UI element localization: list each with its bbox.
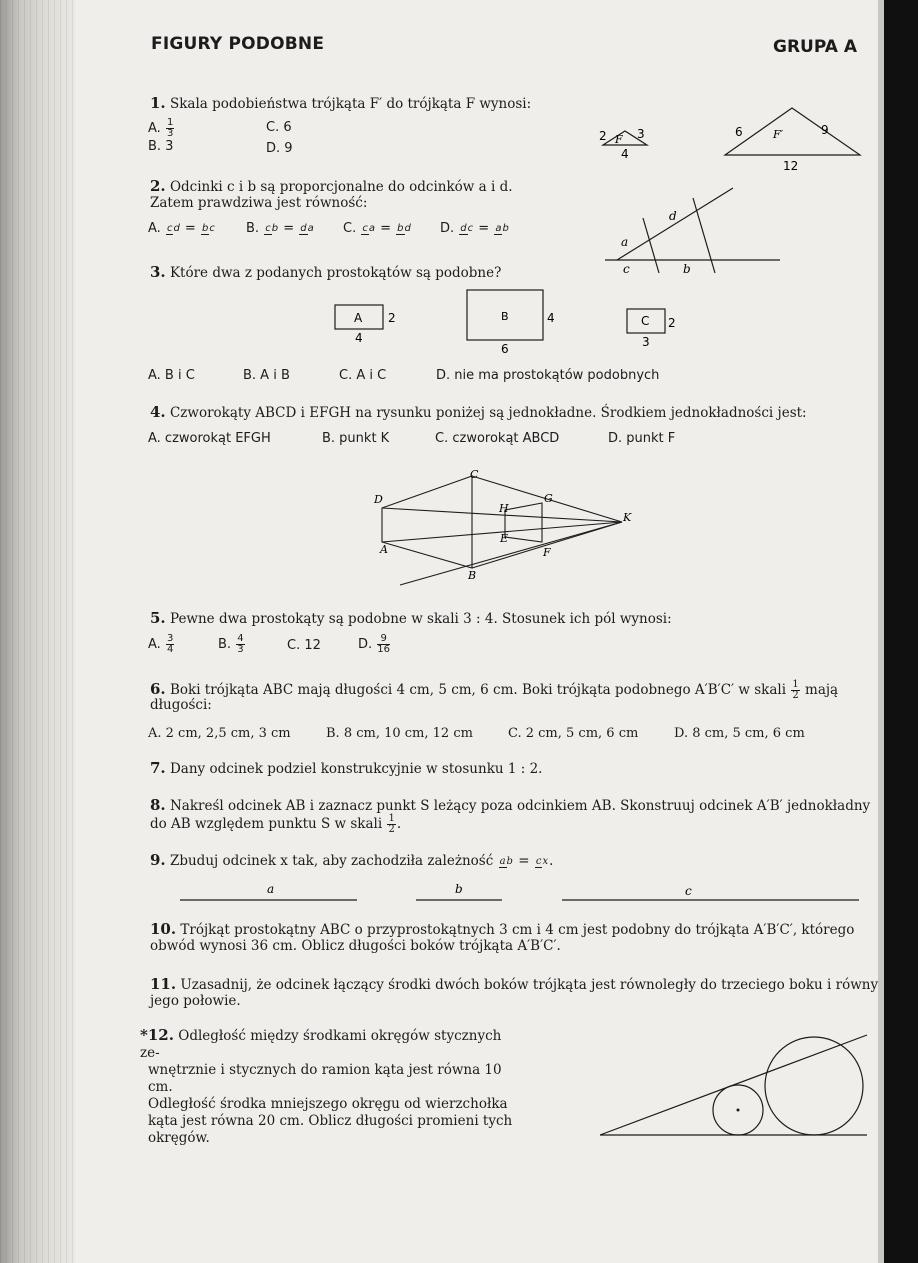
question-11	[150, 976, 878, 994]
q4-option-a: A. czworokąt EFGH	[148, 431, 271, 446]
q2-option-c: C. ca = bd	[343, 221, 411, 236]
question-number: *12.	[140, 1026, 174, 1044]
question-text: Dany odcinek podziel konstrukcyjnie w stosunku 1 : 2.	[169, 761, 543, 777]
page-title: FIGURY PODOBNE	[151, 34, 325, 54]
label: c	[685, 884, 692, 898]
q5-option-a: A. $\frac{3}{4}$	[148, 633, 174, 655]
label: 9	[821, 123, 829, 137]
q5-option-b: B. $\frac{4}{3}$	[218, 633, 244, 655]
q4-option-c: C. czworokąt ABCD	[435, 431, 560, 446]
q2-option-d: D. dc = ab	[440, 221, 509, 236]
q1-option-d: D. 9	[266, 141, 293, 156]
q6-option-b: B. 8 cm, 10 cm, 12 cm	[326, 726, 473, 741]
point-label: H	[499, 502, 509, 515]
q12-tangent-circles-figure	[595, 1030, 870, 1140]
label: C	[641, 314, 650, 328]
point-label: G	[544, 492, 553, 505]
q4-option-d: D. punkt F	[608, 431, 676, 446]
q1-option-b: B. 3	[148, 139, 174, 154]
question-12: *12. Odległość między środkami okręgów stycznych ze- wnętrznie i stycznych do ramion kąta jest równa 10 cm. Odległość środka mniejszego okręgu od wierzchołka kąta jest równa 20 cm. Oblicz długości promieni tych okręgów.	[140, 1026, 513, 1146]
label: 3	[642, 335, 650, 349]
question-number: 5.	[150, 609, 166, 627]
label: 2	[599, 129, 607, 143]
point-label: B	[468, 569, 477, 582]
label: 6	[501, 342, 509, 356]
triangle-f-prime	[725, 108, 860, 155]
q3-option-c: C. A i C	[339, 368, 387, 383]
question-6: 6. Boki trójkąta ABC mają długości 4 cm, 5 cm, 6 cm. Boki trójkąta podobnego A′B′C′ w skali $\frac{1}{2}$ mają	[150, 679, 839, 701]
question-text: Skala podobieństwa trójkąta F′ do trójkąta F wynosi:	[169, 96, 532, 112]
question-text: Nakreśl odcinek AB i zaznacz punkt S leżący poza odcinkiem AB. Skonstruuj odcinek A′B′ jednokładny	[169, 798, 871, 814]
question-number: 1.	[150, 94, 166, 112]
question-11-line2: jego połowie.	[150, 993, 241, 1009]
question-2	[150, 178, 513, 196]
quadrilateral-efgh	[505, 503, 542, 542]
point-label: K	[623, 511, 632, 524]
question-text: Które dwa z podanych prostokątów są podobne?	[169, 265, 502, 281]
question-text: Trójkąt prostokątny ABC o przyprostokątnych 3 cm i 4 cm jest podobny do trójkąta A′B′C′, którego	[180, 922, 855, 938]
label: 4	[621, 147, 629, 161]
question-6-line2: długości:	[150, 697, 212, 713]
label: F′	[773, 128, 784, 141]
book-binding	[0, 0, 75, 1263]
label: 4	[355, 331, 363, 345]
question-8-line2: do AB względem punktu S w skali $\frac{1}{2}$ .	[150, 813, 402, 835]
q5-option-c: C. 12	[287, 638, 321, 653]
parallel-2	[693, 198, 715, 273]
question-text: Uzasadnij, że odcinek łączący środki dwóch boków trójkąta jest równoległy do trzeciego boku i równy	[180, 977, 879, 993]
q2-segments-figure	[595, 180, 790, 280]
question-number: 8.	[150, 796, 166, 814]
q9-segments-figure	[175, 880, 865, 910]
point-label: D	[374, 493, 383, 506]
q2-option-a: A. cd = bc	[148, 221, 215, 236]
question-3	[150, 264, 501, 282]
q3-option-b: B. A i B	[243, 368, 290, 383]
q3-option-d: D. nie ma prostokątów podobnych	[436, 368, 660, 383]
question-text: Zbuduj odcinek x tak, aby zachodziła zależność	[169, 853, 494, 869]
label: a	[267, 882, 275, 896]
label: a	[621, 235, 629, 249]
question-4	[150, 404, 807, 422]
large-circle	[765, 1037, 863, 1135]
q3-option-a: A. B i C	[148, 368, 195, 383]
point-label: A	[380, 543, 388, 556]
question-1	[150, 95, 531, 113]
label: b	[455, 882, 463, 896]
quadrilateral-abcd	[382, 476, 472, 568]
label: F	[615, 133, 623, 146]
question-7	[150, 760, 542, 778]
q1-option-c: C. 6	[266, 120, 292, 135]
small-circle-center	[737, 1109, 740, 1112]
q2-option-b: B. cb = da	[246, 221, 314, 236]
question-number: 4.	[150, 403, 166, 421]
question-10-line2: obwód wynosi 36 cm. Oblicz długości boków trójkąta A′B′C′.	[150, 938, 561, 954]
q5-option-d: D. $\frac{9}{16}$	[358, 633, 391, 655]
label: c	[623, 262, 630, 276]
question-text: Czworokąty ABCD i EFGH na rysunku poniżej są jednokładne. Środkiem jednokładności jest:	[169, 405, 807, 421]
question-number: 10.	[150, 920, 177, 938]
parallel-1	[643, 218, 659, 273]
group-label: GRUPA A	[773, 37, 857, 57]
question-number: 6.	[150, 680, 166, 698]
q6-option-a: A. 2 cm, 2,5 cm, 3 cm	[148, 726, 291, 741]
question-10	[150, 921, 854, 939]
point-label: F	[543, 546, 551, 559]
label: 6	[735, 125, 743, 139]
scan-border	[884, 0, 918, 1263]
q1-option-a: A. $\frac{1}{3}$	[148, 117, 174, 139]
question-number: 2.	[150, 177, 166, 195]
q6-option-d: D. 8 cm, 5 cm, 6 cm	[674, 726, 805, 741]
label: 12	[783, 159, 799, 173]
q1-triangles-figure	[595, 100, 870, 175]
q6-option-c: C. 2 cm, 5 cm, 6 cm	[508, 726, 639, 741]
q4-homothety-figure	[370, 470, 640, 590]
label: 2	[668, 316, 676, 330]
q3-rectangles-figure	[325, 285, 685, 357]
label: d	[669, 209, 677, 223]
question-5	[150, 610, 672, 628]
question-9: 9. Zbuduj odcinek x tak, aby zachodziła zależność ab = cx.	[150, 851, 554, 869]
point-label: E	[500, 532, 509, 545]
question-number: 9.	[150, 851, 166, 869]
question-8	[150, 797, 870, 815]
question-text: Boki trójkąta ABC mają długości 4 cm, 5 cm, 6 cm. Boki trójkąta podobnego A′B′C′ w skali	[169, 682, 787, 698]
label: 2	[388, 311, 396, 325]
slant-line	[617, 188, 733, 260]
label: 3	[637, 127, 645, 141]
question-text: Pewne dwa prostokąty są podobne w skali 3 : 4. Stosunek ich pól wynosi:	[169, 611, 672, 627]
label: b	[683, 262, 691, 276]
question-2-line2: Zatem prawdziwa jest równość:	[150, 195, 368, 211]
question-number: 7.	[150, 759, 166, 777]
question-text: Odcinki c i b są proporcjonalne do odcinków a i d.	[169, 179, 513, 195]
question-number: 3.	[150, 263, 166, 281]
question-number: 11.	[150, 975, 177, 993]
label: A	[354, 311, 363, 325]
point-label: C	[470, 470, 479, 481]
label: B	[501, 310, 509, 323]
label: 4	[547, 311, 555, 325]
q4-option-b: B. punkt K	[322, 431, 390, 446]
